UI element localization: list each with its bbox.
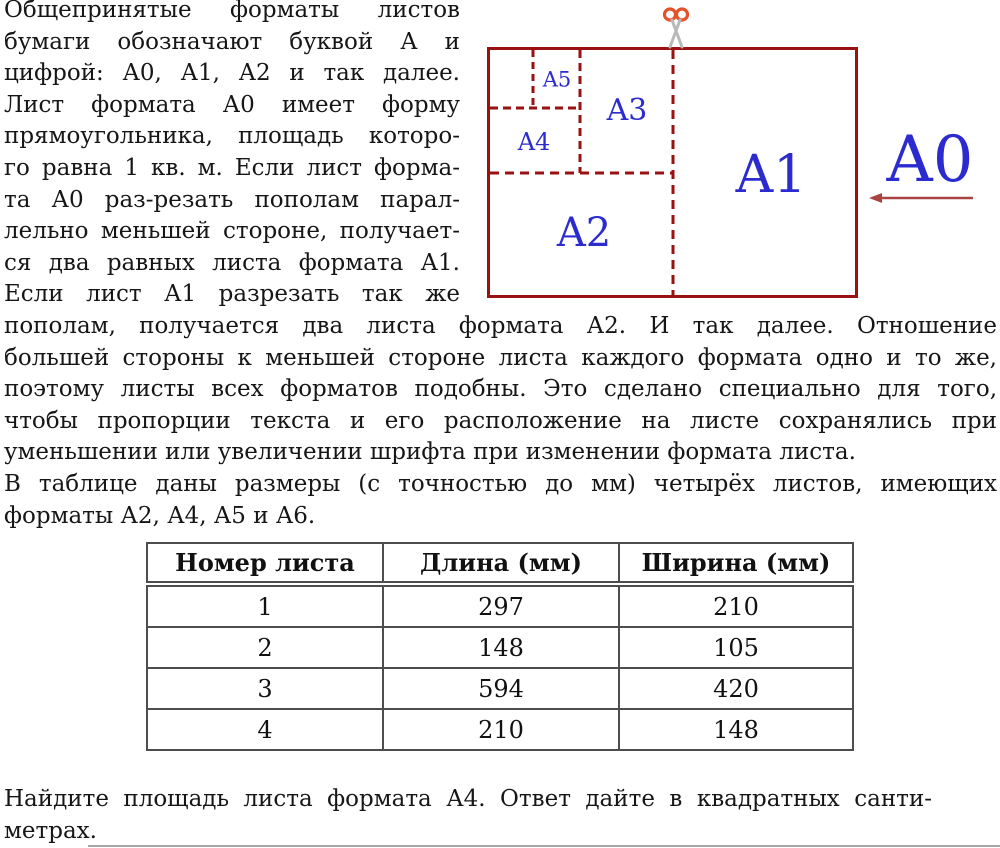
column-header-sheet-number: Номер листа	[147, 543, 383, 584]
format-label-a5: A5	[542, 67, 572, 92]
table-row	[147, 627, 853, 668]
question-text	[4, 783, 932, 847]
text-line: прямоугольника, площадь которо-	[4, 123, 460, 150]
cell-width: 148	[619, 709, 853, 750]
text-line: поэтому листы всех форматов подобны. Это сделано специально для того,	[4, 376, 997, 403]
cell-length: 148	[383, 627, 619, 668]
text-line: форматы А2, А4, А5 и А6.	[4, 502, 316, 529]
table-header-row	[147, 543, 853, 584]
format-label-a3: A3	[606, 93, 648, 128]
text-line: чтобы пропорции текста и его расположение на листе сохранялись при	[4, 407, 997, 434]
format-label-a4: A4	[517, 128, 551, 156]
text-line: го равна 1 кв. м. Если лист форма-	[4, 154, 460, 181]
text-line: ся два равных листа формата А1.	[4, 249, 460, 276]
text-line: Общепринятые форматы листов	[4, 0, 460, 23]
text-line: уменьшении или увеличении шрифта при изменении формата листа.	[4, 439, 856, 466]
table-row	[147, 709, 853, 750]
text-line: Лист формата А0 имеет форму	[4, 91, 460, 118]
text-line: метрах.	[4, 818, 97, 844]
sheet-size-table	[146, 542, 854, 751]
cell-length: 594	[383, 668, 619, 709]
cell-sheet-number: 1	[147, 584, 383, 627]
format-label-a2: A2	[556, 210, 612, 256]
cell-width: 210	[619, 584, 853, 627]
format-label-a0: A0	[886, 123, 974, 197]
cell-sheet-number: 3	[147, 668, 383, 709]
cell-length: 297	[383, 584, 619, 627]
text-line: большей стороны к меньшей стороне листа каждого формата одно и то же,	[4, 344, 997, 371]
cell-sheet-number: 4	[147, 709, 383, 750]
bottom-divider	[88, 845, 1000, 847]
text-line: В таблице даны размеры (с точностью до мм) четырёх листов, имеющих	[4, 470, 997, 497]
cell-width: 420	[619, 668, 853, 709]
table-row	[147, 668, 853, 709]
text-line: лельно меньшей стороне, получает-	[4, 218, 460, 245]
text-line: Если лист А1 разрезать так же	[4, 281, 460, 308]
text-line: та А0 раз-резать пополам парал-	[4, 186, 460, 213]
text-line: бумаги обозначают буквой А и	[4, 28, 460, 55]
cell-length: 210	[383, 709, 619, 750]
table-row	[147, 584, 853, 627]
text-line: Найдите площадь листа формата А4. Ответ дайте в квадратных санти-	[4, 786, 932, 812]
intro-text-left-column	[4, 0, 460, 311]
cell-width: 105	[619, 627, 853, 668]
text-line: пополам, получается два листа формата А2. И так далее. Отношение	[4, 313, 997, 339]
column-header-length: Длина (мм)	[383, 543, 619, 584]
text-line: цифрой: А0, А1, А2 и так далее.	[4, 60, 460, 87]
format-label-a1: A1	[735, 145, 807, 205]
intro-text-full-width	[4, 311, 997, 532]
column-header-width: Ширина (мм)	[619, 543, 853, 584]
cell-sheet-number: 2	[147, 627, 383, 668]
scissors-icon	[665, 9, 688, 47]
